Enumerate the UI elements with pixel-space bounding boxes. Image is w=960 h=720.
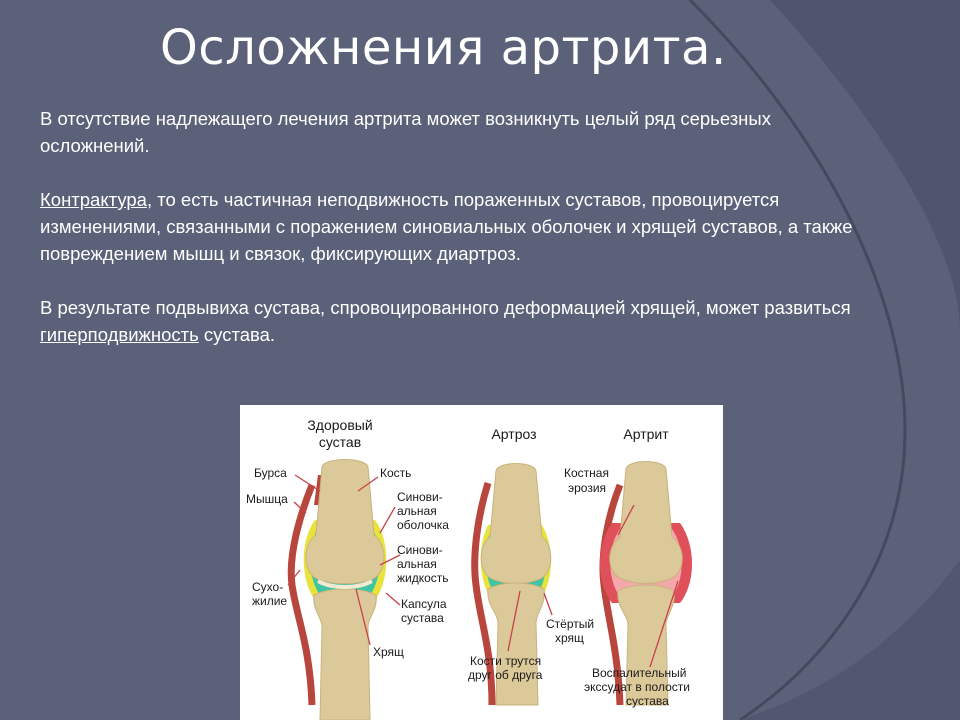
healthy-lower-bone-shape <box>314 589 377 720</box>
label-capsule-line2: сустава <box>401 611 444 625</box>
label-cartilage: Хрящ <box>373 645 404 659</box>
label-synovial-fluid-line2: альная <box>397 557 437 571</box>
label-capsule-line1: Капсула <box>401 597 447 611</box>
contracture-text: , то есть частичная неподвижность пораженных суставов, провоцируется изменениями, связанными с поражением синовиальных оболочек и хрящей суставов, а также повреждением мышц и связок, фиксирующих диартроз. <box>40 189 853 264</box>
hypermobility-text-start: В результате подвывиха сустава, спровоцированного деформацией хрящей, может развиться <box>40 297 851 318</box>
label-bones-rub-line2: друг об друга <box>468 668 543 682</box>
label-worn-cartilage-line1: Стёртый <box>546 617 595 631</box>
paragraph-intro: В отсутствие надлежащего лечения артрита может возникнуть целый ряд серьезных осложнений. <box>40 108 771 156</box>
label-bone-erosion-line1: Костная <box>564 466 609 480</box>
label-synovial-fluid-line1: Синови- <box>397 543 443 557</box>
arthrosis-upper-bone-shape <box>481 464 551 584</box>
hypermobility-link[interactable]: гиперподвижность <box>40 324 199 345</box>
healthy-joint <box>291 460 386 720</box>
slide-title: Осложнения артрита. <box>160 20 727 76</box>
label-exudate-line2: экссудат в полости <box>584 680 690 694</box>
contracture-link[interactable]: Контрактура <box>40 189 147 210</box>
label-bone: Кость <box>380 466 412 480</box>
joint-diagram <box>240 405 723 720</box>
label-tendon-line2: жилие <box>252 594 288 608</box>
paragraph-hypermobility <box>40 294 880 348</box>
label-bones-rub-line1: Кости трутся <box>470 654 542 668</box>
header-healthy-line2: сустав <box>318 434 362 450</box>
label-muscle: Мышца <box>246 492 288 506</box>
header-arthrosis: Артроз <box>491 426 537 442</box>
hypermobility-text-end: сустава. <box>198 324 276 345</box>
label-exudate-line3: сустава <box>626 694 669 708</box>
healthy-muscle-shape <box>291 485 312 705</box>
label-exudate-line1: Воспалительный <box>592 666 687 680</box>
label-worn-cartilage-line2: хрящ <box>555 631 584 645</box>
arthrosis-lower-bone-shape <box>488 583 544 705</box>
slide-body <box>40 105 880 375</box>
label-tendon-line1: Сухо- <box>252 580 284 594</box>
label-bursa: Бурса <box>254 466 287 480</box>
arthritis-upper-bone-shape <box>610 462 683 584</box>
header-arthritis: Артрит <box>623 426 669 442</box>
header-healthy-line1: Здоровый <box>307 417 373 433</box>
label-synovial-membrane-line1: Синови- <box>397 490 443 504</box>
label-bone-erosion-line2: эрозия <box>568 481 607 495</box>
paragraph-contracture <box>40 186 880 267</box>
label-synovial-fluid-line3: жидкость <box>397 571 449 585</box>
label-synovial-membrane-line3: оболочка <box>397 518 449 532</box>
label-synovial-membrane-line2: альная <box>397 504 437 518</box>
